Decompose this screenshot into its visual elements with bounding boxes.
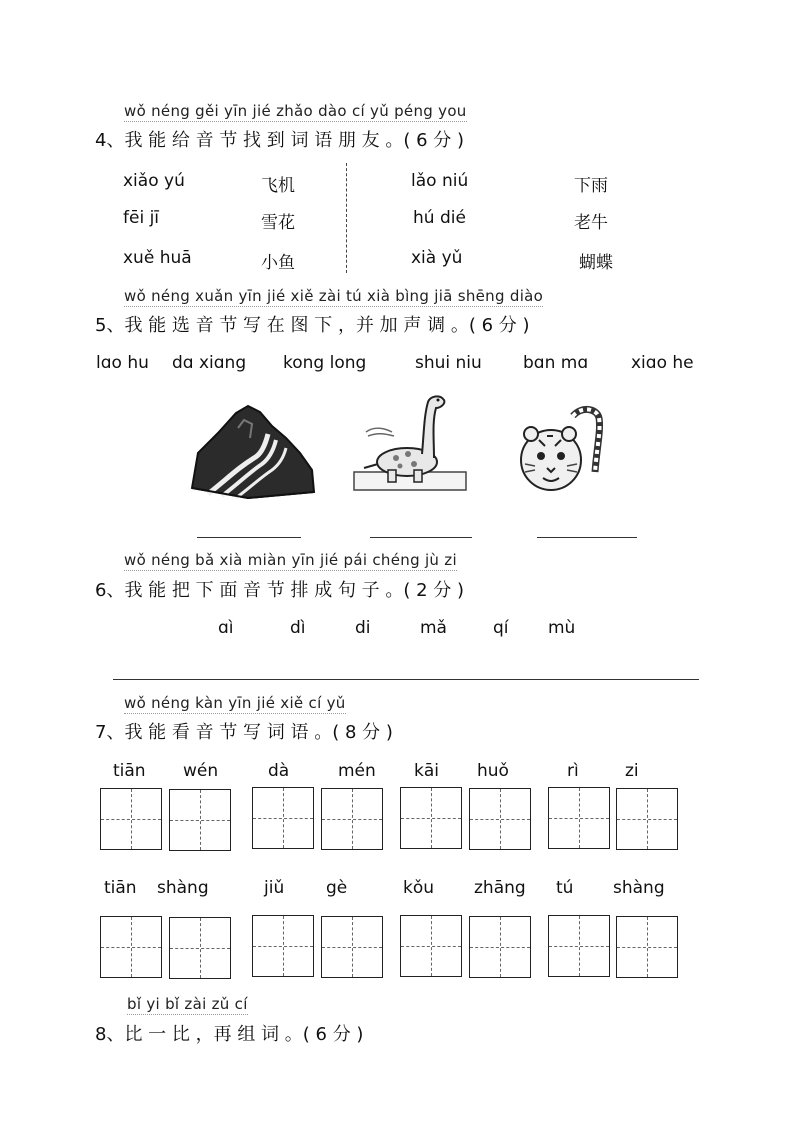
q8-title: 8、比 一 比 ，再 组 词 。( 6 分 ) — [95, 1024, 364, 1045]
q7-r1-box-7[interactable] — [548, 787, 610, 849]
q6-syllable-3: di — [355, 618, 371, 638]
dinosaur-image — [352, 392, 472, 498]
q4-left-word-3: 小鱼 — [261, 253, 295, 273]
q7-r1-label-6: huǒ — [477, 761, 509, 781]
q5-option-6: xiɑo he — [631, 353, 694, 373]
q5-option-4: shui niu — [415, 353, 482, 373]
q4-pinyin: wǒ néng gěi yīn jié zhǎo dào cí yǔ péng you — [124, 102, 467, 120]
q7-r1-label-3: dà — [268, 761, 290, 781]
q7-r2-box-1[interactable] — [100, 916, 162, 978]
q4-right-word-3: 蝴蝶 — [579, 253, 613, 273]
q7-r2-box-6[interactable] — [469, 916, 531, 978]
q7-r2-label-6: zhāng — [474, 878, 526, 898]
q7-r1-box-1[interactable] — [100, 788, 162, 850]
q7-r1-box-3[interactable] — [252, 787, 314, 849]
mountain-image — [188, 398, 318, 500]
q4-left-pinyin-3: xuě huā — [123, 248, 192, 268]
q7-r2-box-4[interactable] — [321, 916, 383, 978]
q7-r1-label-7: rì — [567, 761, 579, 781]
q4-right-pinyin-2: hú dié — [413, 208, 466, 228]
q5-option-5: bɑn mɑ — [523, 353, 589, 373]
q7-r1-label-5: kāi — [414, 761, 439, 781]
q6-syllable-4: mǎ — [420, 618, 447, 638]
q5-title: 5、我 能 选 音 节 写 在 图 下 ，并 加 声 调 。( 6 分 ) — [95, 315, 530, 336]
q7-r1-box-6[interactable] — [469, 788, 531, 850]
q7-r2-box-3[interactable] — [252, 915, 314, 977]
q7-title: 7、我 能 看 音 节 写 词 语 。( 8 分 ) — [95, 722, 393, 743]
q7-pinyin: wǒ néng kàn yīn jié xiě cí yǔ — [124, 694, 346, 712]
q6-syllable-1: ɑì — [218, 618, 234, 638]
q7-r1-label-8: zi — [625, 761, 639, 781]
q5-option-2: dɑ xiɑng — [172, 353, 247, 373]
q4-right-word-2: 老牛 — [574, 213, 608, 233]
q4-right-pinyin-1: lǎo niú — [411, 171, 469, 191]
q7-r1-label-4: mén — [338, 761, 376, 781]
q5-answer-line-1[interactable] — [197, 537, 301, 538]
q7-r2-box-5[interactable] — [400, 915, 462, 977]
q5-answer-line-3[interactable] — [537, 537, 637, 538]
q7-r2-label-1: tiān — [104, 878, 137, 898]
q4-title: 4、我 能 给 音 节 找 到 词 语 朋 友 。( 6 分 ) — [95, 130, 465, 151]
q7-r2-box-8[interactable] — [616, 916, 678, 978]
q6-syllable-2: dì — [290, 618, 306, 638]
q6-title: 6、我 能 把 下 面 音 节 排 成 句 子 。( 2 分 ) — [95, 580, 465, 601]
q7-r2-box-7[interactable] — [548, 915, 610, 977]
q7-r1-box-4[interactable] — [321, 788, 383, 850]
q7-r2-label-7: tú — [556, 878, 574, 898]
q4-left-pinyin-1: xiǎo yú — [123, 171, 185, 191]
q7-r1-box-5[interactable] — [400, 787, 462, 849]
q7-r2-label-8: shàng — [613, 878, 665, 898]
q7-r1-box-2[interactable] — [169, 789, 231, 851]
q7-r1-box-8[interactable] — [616, 788, 678, 850]
q6-answer-line[interactable] — [113, 679, 699, 680]
q4-divider — [346, 163, 347, 273]
q4-left-word-1: 飞机 — [261, 176, 295, 196]
q7-r2-label-3: jiǔ — [264, 878, 285, 898]
q8-pinyin: bǐ yi bǐ zài zǔ cí — [127, 995, 248, 1013]
q7-r2-box-2[interactable] — [169, 917, 231, 979]
q5-pinyin: wǒ néng xuǎn yīn jié xiě zài tú xià bìng jiā shēng diào — [124, 287, 544, 305]
q6-syllable-6: mù — [548, 618, 576, 638]
q5-option-3: kong long — [283, 353, 367, 373]
q4-right-pinyin-3: xià yǔ — [411, 248, 463, 268]
q7-r1-label-1: tiān — [113, 761, 146, 781]
q4-right-word-1: 下雨 — [574, 176, 608, 196]
q7-r2-label-4: gè — [326, 878, 348, 898]
q6-syllable-5: qí — [493, 618, 509, 638]
q4-left-pinyin-2: fēi jī — [123, 208, 160, 228]
q5-option-1: lɑo hu — [96, 353, 149, 373]
tiger-image — [511, 402, 611, 496]
q6-pinyin: wǒ néng bǎ xià miàn yīn jié pái chéng jù zi — [124, 551, 457, 569]
q4-left-word-2: 雪花 — [261, 213, 295, 233]
q7-r1-label-2: wén — [183, 761, 219, 781]
q7-r2-label-2: shàng — [157, 878, 209, 898]
q5-answer-line-2[interactable] — [370, 537, 472, 538]
q7-r2-label-5: kǒu — [403, 878, 435, 898]
